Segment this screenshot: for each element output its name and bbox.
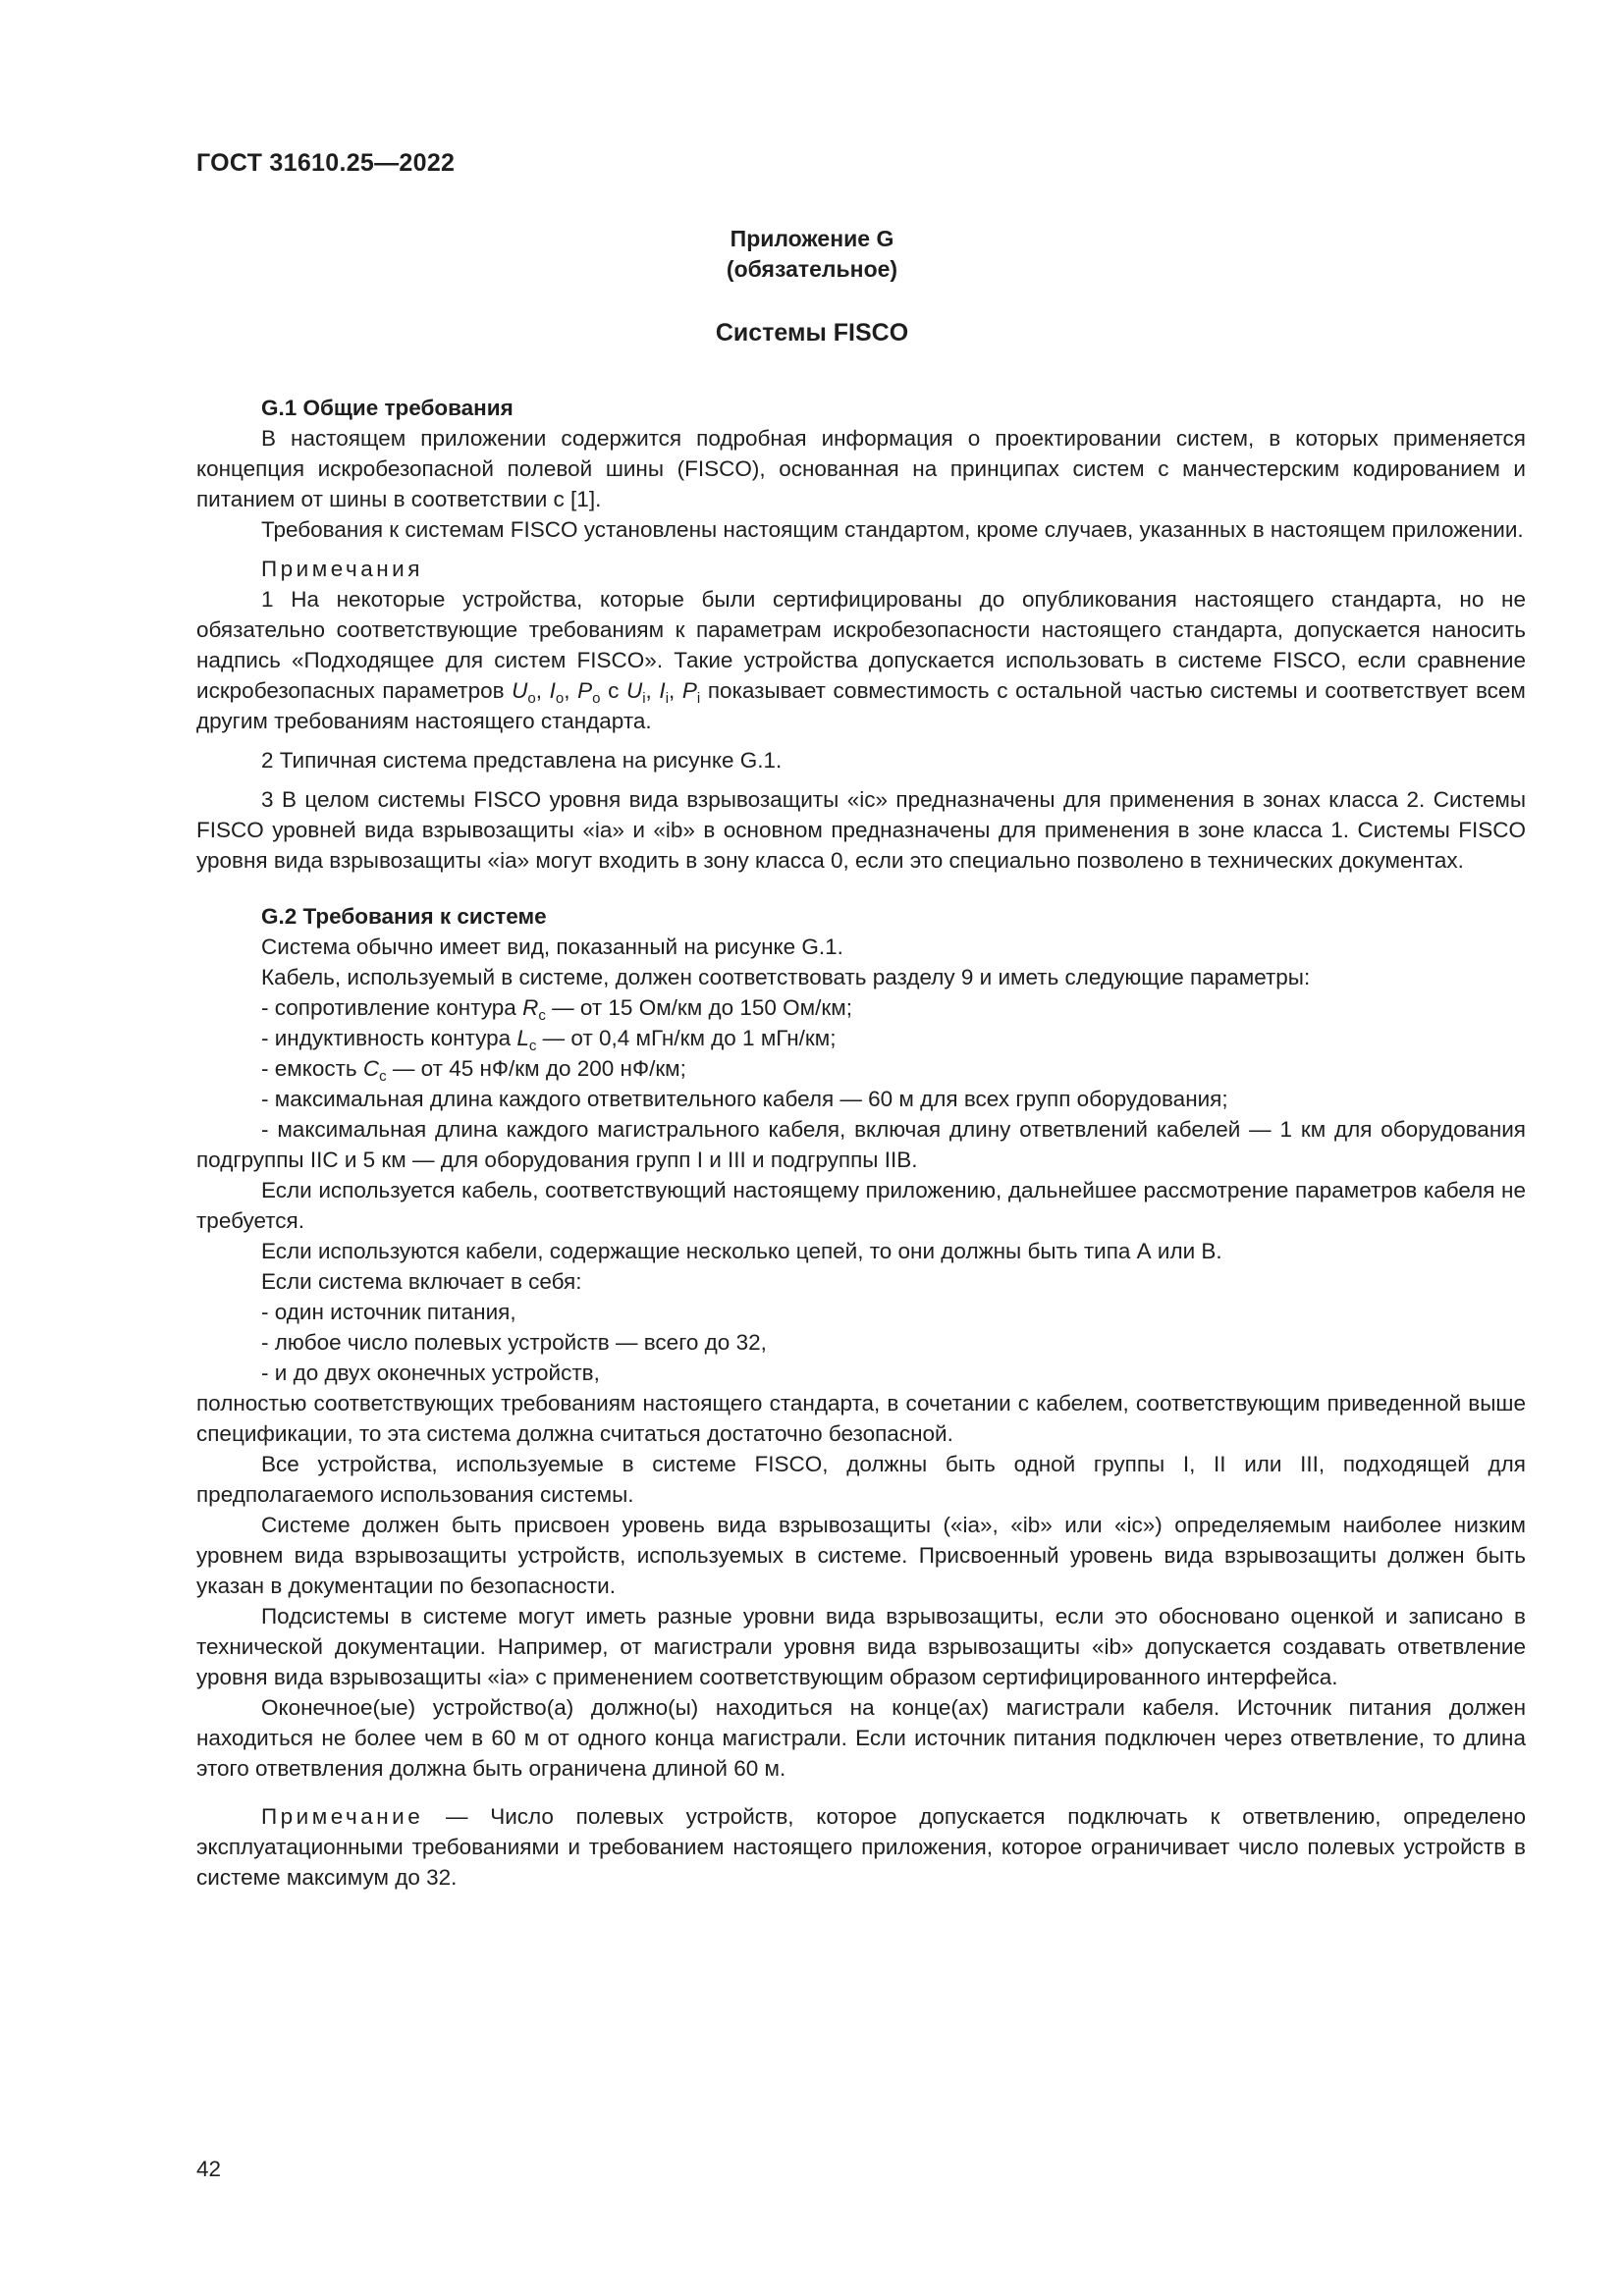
g2-paragraph: Оконечное(ые) устройство(а) должно(ы) находиться на конце(ах) магистрали кабеля. Источник питания должен находиться не более чем в 60 м от одного конца магистрали. Если источник питания подключен через ответвление, то длина этого ответвления должна быть ограничена длиной 60 м.	[196, 1695, 1526, 1781]
g1-paragraph: В настоящем приложении содержится подробная информация о проектировании систем, в которых применяется концепция искробезопасной полевой шины (FISCO), основанная на принципах систем с манчестерским кодированием и питанием от шины в соответствии с [1].	[196, 426, 1526, 511]
annex-heading	[0, 224, 1624, 285]
list-item: - емкость $C_c$ — от 45 нФ/км до 200 нФ/км;	[261, 1056, 686, 1085]
g2-paragraph: Система обычно имеет вид, показанный на рисунке G.1.	[261, 934, 843, 959]
section-g1-heading: G.1 Общие требования	[261, 396, 514, 420]
notes-label: Примечания	[261, 557, 423, 581]
g2-paragraph: Все устройства, используемые в системе FISCO, должны быть одной группы I, II или III, подходящей для предполагаемого использования системы.	[196, 1452, 1526, 1507]
annex-title: Приложение G	[730, 226, 894, 251]
document-id: ГОСТ 31610.25—2022	[196, 149, 456, 177]
g2-paragraph: Если система включает в себя:	[261, 1269, 582, 1294]
g2-paragraph: Подсистемы в системе могут иметь разные уровни вида взрывозащиты, если это обосновано оценкой и записано в технической документации. Например, от магистрали уровня вида взрывозащиты «ib» допускается создавать ответвление уровня вида взрывозащиты «ia» с применением соответствующим образом сертифицированного интерфейса.	[196, 1604, 1526, 1689]
list-item: - сопротивление контура $R_c$ — от 15 Ом/км до 150 Ом/км;	[261, 995, 852, 1024]
note-1: 1 На некоторые устройства, которые были сертифицированы до опубликования настоящего стандарта, но не обязательно соответствующие требованиям к параметрам искробезопасности настоящего стандарта, допускается наносить надпись «Подходящее для систем FISCO». Такие устройства допускается использовать в системе FISCO, если сравнение искробезопасных параметров $U_o$, $I_o$, $P_o$ с $U_i$, $I_i$, $P_i$ показывает совместимость с остальной частью системы и соответствует всем другим требованиям настоящего стандарта.	[196, 587, 1526, 733]
g2-note: Примечание — Число полевых устройств, которое допускается подключать к ответвлению, определено эксплуатационными требованиями и требованием настоящего приложения, которое ограничивает число полевых устройств в системе максимум до 32.	[196, 1804, 1526, 1890]
annex-name: Системы FISCO	[715, 319, 909, 347]
list-item: - и до двух оконечных устройств,	[261, 1361, 600, 1385]
list-item: - максимальная длина каждого магистрального кабеля, включая длину ответвлений кабелей — 1 км для оборудования подгруппы IIC и 5 км — для оборудования групп I и III и подгруппы IIB.	[196, 1117, 1526, 1172]
g1-paragraph: Требования к системам FISCO установлены настоящим стандартом, кроме случаев, указанных в настоящем приложении.	[261, 517, 1524, 542]
g2-paragraph: Если используются кабели, содержащие несколько цепей, то они должны быть типа А или В.	[261, 1239, 1222, 1263]
list-item: - максимальная длина каждого ответвительного кабеля — 60 м для всех групп оборудования;	[261, 1087, 1228, 1111]
list-item: - индуктивность контура $L_c$ — от 0,4 мГн/км до 1 мГн/км;	[261, 1026, 837, 1054]
section-g2-heading: G.2 Требования к системе	[261, 904, 547, 929]
g2-paragraph: полностью соответствующих требованиям настоящего стандарта, в сочетании с кабелем, соответствующим приведенной выше спецификации, то эта система должна считаться достаточно безопасной.	[196, 1391, 1526, 1446]
g2-paragraph: Кабель, используемый в системе, должен соответствовать разделу 9 и иметь следующие параметры:	[261, 965, 1311, 989]
note-3: 3 В целом системы FISCO уровня вида взрывозащиты «ic» предназначены для применения в зонах класса 2. Системы FISCO уровней вида взрывозащиты «ia» и «ib» в основном предназначены для применения в зоне класса 1. Системы FISCO уровня вида взрывозащиты «ia» могут входить в зону класса 0, если это специально позволено в технических документах.	[196, 787, 1526, 873]
list-item: - любое число полевых устройств — всего до 32,	[261, 1330, 767, 1355]
page-number: 42	[196, 2157, 222, 2181]
g2-paragraph: Если используется кабель, соответствующий настоящему приложению, дальнейшее рассмотрение параметров кабеля не требуется.	[196, 1178, 1526, 1233]
note-2: 2 Типичная система представлена на рисунке G.1.	[261, 748, 783, 773]
list-item: - один источник питания,	[261, 1300, 516, 1324]
annex-status: (обязательное)	[726, 256, 898, 282]
note-label: Примечание	[261, 1804, 424, 1829]
g2-paragraph: Системе должен быть присвоен уровень вида взрывозащиты («ia», «ib» или «ic») определяемым наиболее низким уровнем вида взрывозащиты устройств, используемых в системе. Присвоенный уровень вида взрывозащиты должен быть указан в документации по безопасности.	[196, 1513, 1526, 1598]
document-body	[196, 393, 1526, 1893]
